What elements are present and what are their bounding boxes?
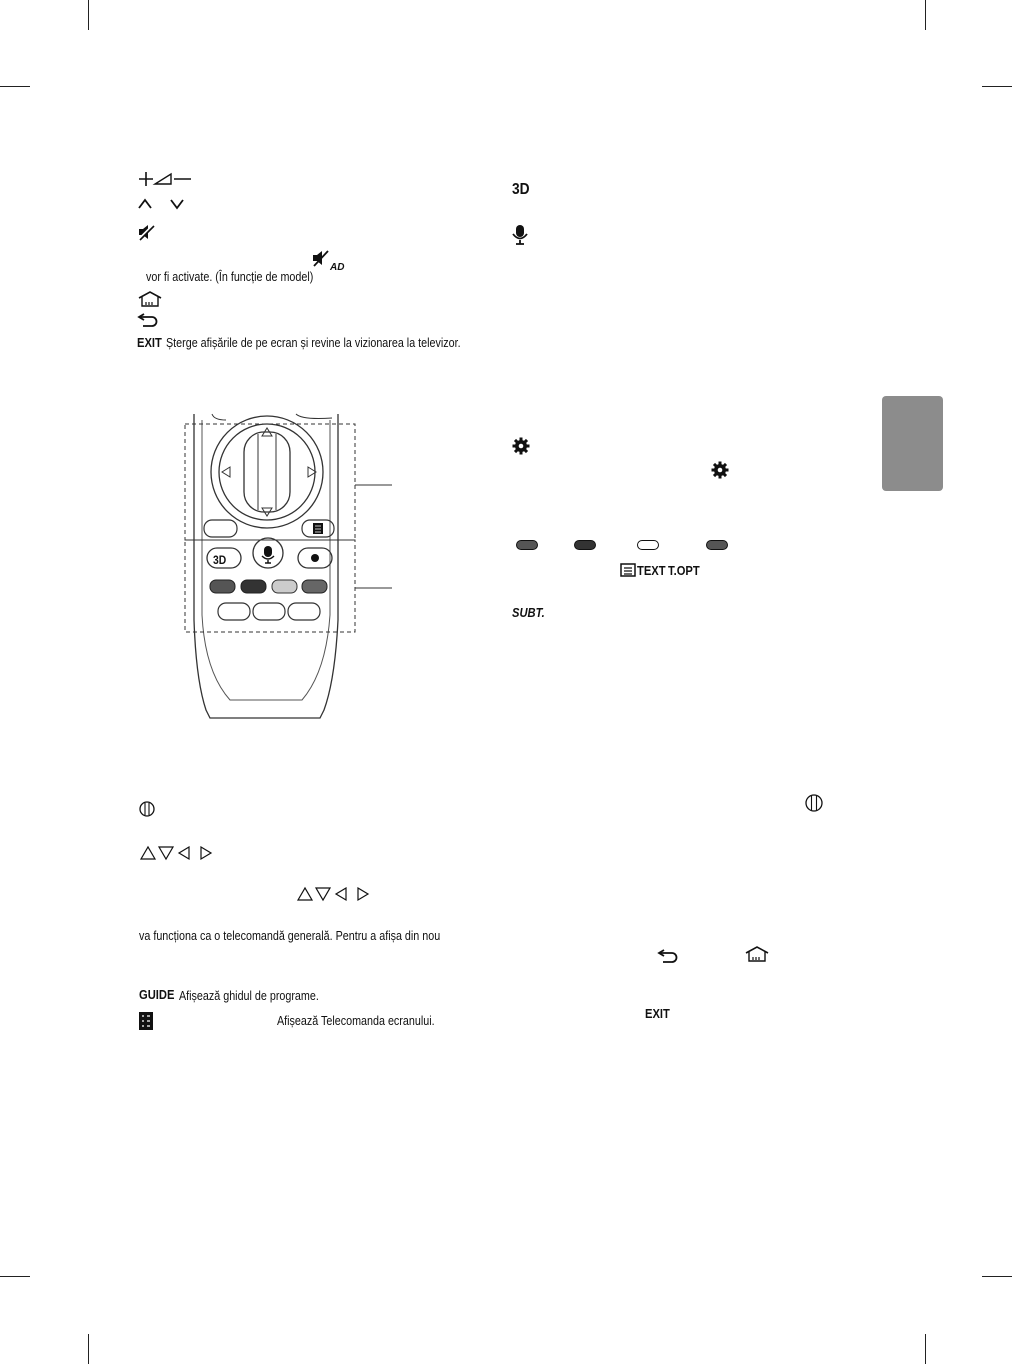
crop-mark-tr-h xyxy=(982,86,1012,87)
crop-mark-bl-v xyxy=(88,1334,89,1364)
subtitle-label: SUBT. xyxy=(512,605,545,620)
crop-mark-tl-h xyxy=(0,86,30,87)
teletext-label: TEXT xyxy=(637,563,666,578)
guide-description: Afișează ghidul de programe. xyxy=(179,989,319,1003)
teletext-icon xyxy=(620,563,636,577)
yellow-button-icon xyxy=(637,540,659,550)
microphone-icon xyxy=(512,224,528,246)
settings-gear-icon xyxy=(512,437,530,455)
crop-mark-bl-h xyxy=(0,1276,30,1277)
exit-label-inline: EXIT xyxy=(645,1006,670,1021)
wheel-icon-inline xyxy=(805,794,823,812)
teletext-option-label: T.OPT xyxy=(668,563,700,578)
back-icon-inline xyxy=(657,947,681,963)
screen-remote-description: Afișează Telecomanda ecranului. xyxy=(277,1014,435,1028)
volume-plus-minus-icon xyxy=(137,170,193,188)
mute-icon xyxy=(136,222,156,242)
channel-up-down-icon xyxy=(137,196,187,212)
settings-gear-icon-inline xyxy=(711,461,729,479)
guide-label: GUIDE xyxy=(139,987,175,1002)
green-button-icon xyxy=(574,540,596,550)
exit-label: EXIT xyxy=(137,335,162,350)
3d-label: 3D xyxy=(512,181,530,198)
crop-mark-br-h xyxy=(982,1276,1012,1277)
crop-mark-tl-v xyxy=(88,0,89,30)
remote-control-illustration xyxy=(180,410,400,730)
crop-mark-tr-v xyxy=(925,0,926,30)
red-button-icon xyxy=(516,540,538,550)
mute-ad-icon xyxy=(311,248,355,272)
crop-mark-br-v xyxy=(925,1334,926,1364)
language-tab xyxy=(882,396,943,491)
svg-text:AD: AD xyxy=(330,262,345,272)
navigation-arrows-icon xyxy=(139,845,215,861)
mute-ad-note: vor fi activate. (În funcție de model) xyxy=(146,270,314,284)
navigation-arrows-icon-inline xyxy=(296,886,372,902)
back-icon xyxy=(137,311,161,327)
remote-3d-button-label: 3D xyxy=(213,553,227,567)
screen-remote-icon xyxy=(139,1012,153,1030)
wheel-icon xyxy=(139,801,155,817)
general-remote-text: va funcționa ca o telecomandă generală. Pentru a afișa din nou xyxy=(139,929,441,943)
home-icon-inline xyxy=(744,945,770,963)
blue-button-icon xyxy=(706,540,728,550)
exit-description: Șterge afișările de pe ecran și revine la vizionarea la televizor. xyxy=(166,336,461,350)
home-icon xyxy=(137,290,163,308)
